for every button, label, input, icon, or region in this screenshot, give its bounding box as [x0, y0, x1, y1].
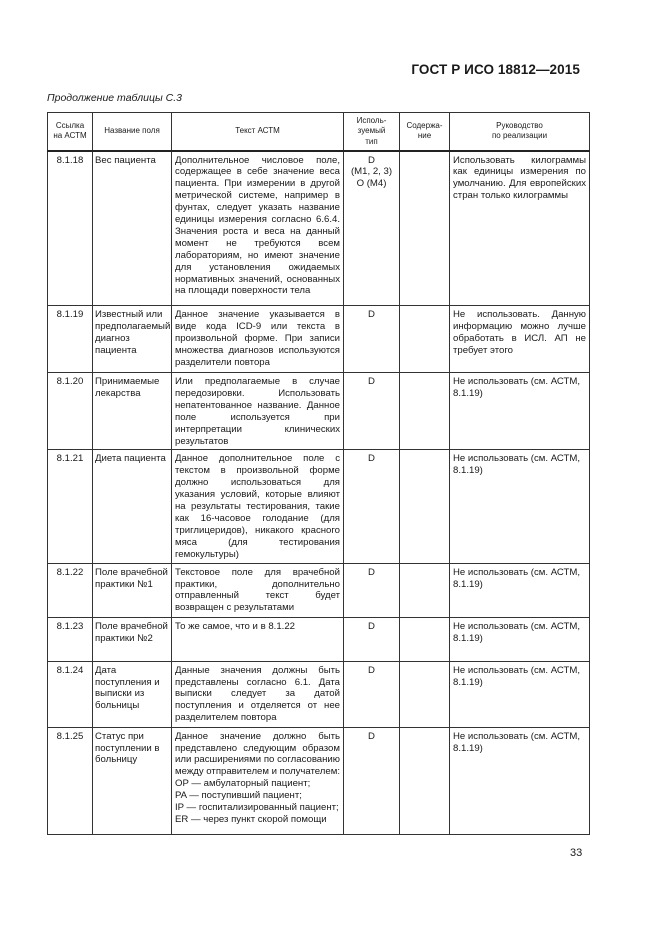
- cell-ref: 8.1.22: [48, 563, 93, 617]
- cell-ref: 8.1.18: [48, 151, 93, 306]
- col-header-guide: Руководство по реализации: [450, 113, 590, 151]
- cell-text: То же самое, что и в 8.1.22: [172, 617, 344, 661]
- status-item: PA — поступивший пациент;: [175, 790, 302, 802]
- cell-text: Дополнительное числовое поле, содержащее в себе значение веса пациента. При измерении в другой метрической системе, например в фунтах, следует указать название единицы измерения согласно 6.6.4. Значения роста и веса на данный момент не требуются всем лабораториям, но имеют значение для установления ожидаемых нормативных значений, основанных на площади поверхности тела: [172, 151, 344, 306]
- cell-content: [400, 306, 450, 373]
- cell-text: Данные значения должны быть представлены согласно 6.1. Дата выписки следует за датой поступления и отделяется от нее разделителем повтора: [172, 661, 344, 727]
- status-item: IP — госпитализированный пациент;: [175, 802, 339, 814]
- cell-type: D: [344, 563, 400, 617]
- cell-text: Текстовое поле для врачебной практики, дополнительно отправленный текст будет возвращен с результатами: [172, 563, 344, 617]
- col-header-type: Исполь- зуемый тип: [344, 113, 400, 151]
- cell-guide: Не использовать (см. АСТМ, 8.1.19): [450, 450, 590, 563]
- table-row: [48, 450, 590, 563]
- standard-title: ГОСТ Р ИСО 18812—2015: [411, 62, 580, 77]
- cell-content: [400, 450, 450, 563]
- col-header-text: Текст АСТМ: [172, 113, 344, 151]
- cell-type: D: [344, 661, 400, 727]
- cell-content: [400, 661, 450, 727]
- table-row: [48, 306, 590, 373]
- cell-name: Диета пациента: [93, 450, 172, 563]
- col-header-name: Название поля: [93, 113, 172, 151]
- cell-content: [400, 727, 450, 834]
- table-header-row: [48, 113, 590, 151]
- cell-guide: Не использовать (см. АСТМ, 8.1.19): [450, 727, 590, 834]
- cell-ref: 8.1.21: [48, 450, 93, 563]
- status-item: OP — амбулаторный пациент;: [175, 778, 311, 790]
- cell-guide: Не использовать (см. АСТМ, 8.1.19): [450, 617, 590, 661]
- cell-text: Данное дополнительное поле с текстом в произвольной форме должно использоваться для указания условий, которые влияют на результаты тестирования, такие как 16-часовое голодание (для триглицеридов), никакого красного мяса (для тестирования гемокультуры): [172, 450, 344, 563]
- cell-ref: 8.1.24: [48, 661, 93, 727]
- cell-type: D: [344, 617, 400, 661]
- cell-name: Вес пациента: [93, 151, 172, 306]
- cell-name: Дата поступления и выписки из больницы: [93, 661, 172, 727]
- table-row: [48, 661, 590, 727]
- table-row: [48, 727, 590, 834]
- cell-guide: Не использовать (см. АСТМ, 8.1.19): [450, 563, 590, 617]
- cell-text: Данное значение указывается в виде кода ICD-9 или текста в произвольной форме. При записи множества диагнозов используются разделители повтора: [172, 306, 344, 373]
- table-row: [48, 151, 590, 306]
- cell-ref: 8.1.23: [48, 617, 93, 661]
- page-number: 33: [570, 847, 583, 859]
- table-row: [48, 617, 590, 661]
- col-header-content: Содержа- ние: [400, 113, 450, 151]
- cell-content: [400, 617, 450, 661]
- cell-guide: Не использовать (см. АСТМ, 8.1.19): [450, 373, 590, 450]
- cell-type: D: [344, 373, 400, 450]
- table-caption: Продолжение таблицы С.3: [47, 92, 182, 104]
- cell-content: [400, 563, 450, 617]
- cell-name: Известный или предполагаемый диагноз пациента: [93, 306, 172, 373]
- cell-guide: Не использовать. Данную информацию можно лучше обработать в ИСЛ. АП не требует этого: [450, 306, 590, 373]
- cell-type: D: [344, 727, 400, 834]
- cell-type: D: [344, 306, 400, 373]
- table-row: [48, 373, 590, 450]
- cell-content: [400, 373, 450, 450]
- cell-ref: 8.1.25: [48, 727, 93, 834]
- status-item: ER — через пункт скорой помощи: [175, 813, 327, 825]
- cell-name: Поле врачебной практики №2: [93, 617, 172, 661]
- cell-name: Поле врачебной практики №1: [93, 563, 172, 617]
- cell-text: Или предполагаемые в случае передозировки. Использовать непатентованное название. Данное поле используется при интерпретации клинических результатов: [172, 373, 344, 450]
- cell-guide: Использовать килограммы как единицы измерения по умолчанию. Для европейских стран только килограммы: [450, 151, 590, 306]
- astm-table: [47, 112, 590, 835]
- cell-name: Принимаемые лекарства: [93, 373, 172, 450]
- cell-content: [400, 151, 450, 306]
- cell-type: D (M1, 2, 3) O (M4): [344, 151, 400, 306]
- cell-type: D: [344, 450, 400, 563]
- cell-guide: Не использовать (см. АСТМ, 8.1.19): [450, 661, 590, 727]
- cell-name: Статус при поступлении в больницу: [93, 727, 172, 834]
- col-header-ref: Ссылка на АСТМ: [48, 113, 93, 151]
- cell-ref: 8.1.20: [48, 373, 93, 450]
- cell-ref: 8.1.19: [48, 306, 93, 373]
- cell-text: Данное значение должно быть представлено следующим образом или расширениями по согласованию между отправителем и получателем: OP — амбулаторный пациент; PA — поступивший пациент; IP — госпитализированный пациент; ER — через пункт скорой помощи: [172, 727, 344, 834]
- table-row: [48, 563, 590, 617]
